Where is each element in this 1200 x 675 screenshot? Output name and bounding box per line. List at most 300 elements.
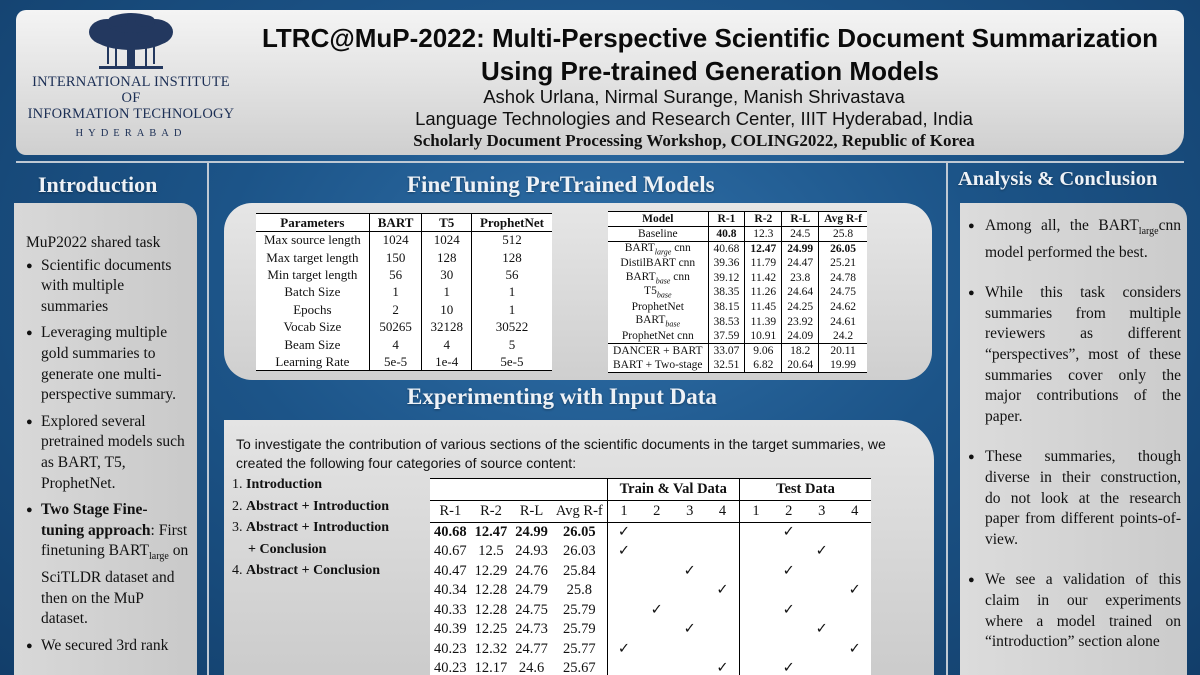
check-cell <box>805 601 838 621</box>
model-name-sub: base <box>656 290 672 300</box>
analysis-bullet-1-pre: Among all, the BART <box>985 217 1139 234</box>
metrics-group-header <box>430 479 607 501</box>
check-cell <box>673 542 706 562</box>
metric-header-cell: R-1 <box>430 501 471 523</box>
test-group-header: Test Data <box>739 479 871 501</box>
results-value-cell: 24.78 <box>819 270 867 285</box>
analysis-bullet-3: ● These summaries, though diverse in their construction, do not look at the research paper from different points-of-view. <box>968 447 1181 550</box>
analysis-bullet-1-post: cnn model performed the best. <box>985 217 1181 261</box>
results-row <box>608 270 867 285</box>
check-cell <box>706 562 739 582</box>
check-cell <box>805 523 838 543</box>
results-row <box>608 329 867 344</box>
check-cell <box>805 620 838 640</box>
check-cell <box>838 659 871 675</box>
analysis-bullet-4: ● We see a validation of this claim in our experiments where a model trained on “introduction” section alone <box>968 570 1181 652</box>
params-cell: 50265 <box>369 318 422 335</box>
right-column-divider <box>946 163 948 675</box>
check-icon: ✓ <box>716 582 729 599</box>
check-cell <box>607 620 640 640</box>
params-row <box>256 353 552 370</box>
params-cell: 5e-5 <box>369 353 422 370</box>
params-header-cell: T5 <box>422 214 472 232</box>
check-cell <box>673 640 706 660</box>
experiment-row <box>430 542 871 562</box>
authors: Ashok Urlana, Nirmal Surange, Manish Shrivastava <box>483 86 905 107</box>
analysis-title: Analysis & Conclusion <box>958 168 1158 190</box>
results-row <box>608 358 867 373</box>
experiment-value-cell: 26.05 <box>562 524 596 540</box>
results-model-cell <box>608 227 708 242</box>
results-row <box>608 300 867 315</box>
analysis-bullet-list <box>968 216 1181 653</box>
check-cell <box>739 581 772 601</box>
check-cell <box>838 523 871 543</box>
source-category <box>232 474 389 496</box>
experiment-value-cell: 12.28 <box>474 601 508 618</box>
experiment-value-cell: 24.75 <box>515 601 548 618</box>
params-cell: 30522 <box>471 318 552 335</box>
source-category <box>232 560 389 582</box>
check-cell <box>838 640 871 660</box>
hyperparameters-table <box>256 213 552 371</box>
check-cell <box>805 542 838 562</box>
category-col-header: 2 <box>772 501 805 523</box>
source-category <box>232 496 389 518</box>
intro-bullet-4-post: on SciTLDR dataset and then on the MuP dataset. <box>41 542 189 628</box>
model-name: BART <box>635 314 666 327</box>
check-cell <box>772 659 805 675</box>
intro-bullet-3: ● Explored several pretrained models such as BART, T5, ProphetNet. <box>26 412 189 494</box>
check-cell <box>640 620 673 640</box>
results-model-cell <box>608 343 708 358</box>
model-name-suffix: cnn <box>670 270 690 283</box>
check-cell <box>739 542 772 562</box>
results-value-cell: 32.51 <box>708 358 745 373</box>
category-col-header: 3 <box>673 501 706 523</box>
check-cell <box>772 523 805 543</box>
params-cell: 1 <box>369 284 422 301</box>
check-cell <box>739 620 772 640</box>
results-header-cell: Avg R-f <box>819 212 867 227</box>
experimenting-intro: To investigate the contribution of various sections of the scientific documents in the target summaries, we created the following four categories of source content: <box>236 436 886 471</box>
intro-bullet-4-pre: : First finetuning BART <box>41 521 188 560</box>
title-line2: Using Pre-trained Generation Models <box>481 56 939 86</box>
results-value-cell: 23.92 <box>782 314 819 329</box>
check-cell <box>772 601 805 621</box>
results-model-cell <box>608 300 708 315</box>
results-value-cell: 11.39 <box>745 314 782 329</box>
title-line1: LTRC@MuP-2022: Multi-Perspective Scientific Document Summarization <box>261 23 1159 53</box>
model-name: ProphetNet cnn <box>621 329 694 342</box>
category-label: Abstract + Conclusion <box>246 563 380 578</box>
experiment-row <box>430 640 871 660</box>
experiment-value-cell: 40.67 <box>434 543 467 560</box>
check-cell <box>607 640 640 660</box>
analysis-panel <box>960 203 1187 675</box>
results-value-cell: 39.36 <box>708 256 745 271</box>
params-cell: 2 <box>369 301 422 318</box>
metric-header-cell: R-2 <box>471 501 512 523</box>
results-model-cell <box>608 256 708 271</box>
model-name: BART <box>624 241 655 254</box>
params-row <box>256 318 552 335</box>
results-value-cell: 24.61 <box>819 314 867 329</box>
analysis-bullet-2: ● While this task considers summaries from multiple reviewers as different “perspectives”, most of these summaries cover only the major contributions of the paper. <box>968 283 1181 427</box>
check-cell <box>706 542 739 562</box>
train-val-group-header: Train & Val Data <box>607 479 739 501</box>
check-icon: ✓ <box>848 640 861 657</box>
results-value-cell: 40.8 <box>708 227 745 242</box>
params-row <box>256 232 552 249</box>
results-value-cell: 25.21 <box>819 256 867 271</box>
results-row <box>608 343 867 358</box>
check-icon: ✓ <box>815 621 828 638</box>
results-value-cell: 11.79 <box>745 256 782 271</box>
params-cell: 10 <box>422 301 472 318</box>
params-row <box>256 284 552 301</box>
experiment-value-cell: 25.84 <box>562 562 596 579</box>
check-icon: ✓ <box>782 562 795 579</box>
results-value-cell: 24.2 <box>819 329 867 344</box>
check-icon: ✓ <box>782 524 795 540</box>
check-icon: ✓ <box>716 660 729 675</box>
category-number: 3. <box>232 520 246 535</box>
check-icon: ✓ <box>617 543 631 560</box>
experiment-value-cell: 12.29 <box>474 562 508 579</box>
intro-bullet-1: ● Scientific documents with multiple summaries <box>26 256 189 318</box>
category-label: + Conclusion <box>248 541 327 557</box>
params-cell: 56 <box>369 266 422 283</box>
left-column-divider <box>207 163 209 675</box>
category-col-header: 1 <box>607 501 640 523</box>
check-cell <box>805 581 838 601</box>
check-cell <box>772 581 805 601</box>
venue: Scholarly Document Processing Workshop, COLING2022, Republic of Korea <box>413 131 975 150</box>
check-cell <box>673 620 706 640</box>
results-header-cell: R-1 <box>708 212 745 227</box>
model-name-sub: base <box>665 319 681 329</box>
params-cell: Beam Size <box>284 336 341 352</box>
source-category <box>232 517 389 539</box>
check-cell <box>706 523 739 543</box>
experiment-value-cell: 12.28 <box>474 582 508 599</box>
check-icon: ✓ <box>683 562 696 579</box>
introduction-panel <box>14 203 197 675</box>
params-row <box>256 336 552 353</box>
experiment-row <box>430 659 871 675</box>
results-value-cell: 38.15 <box>708 300 745 315</box>
params-cell: 5e-5 <box>471 353 552 370</box>
params-cell: 512 <box>471 232 552 249</box>
results-value-cell: 24.64 <box>782 285 819 300</box>
check-cell <box>805 562 838 582</box>
results-value-cell: 39.12 <box>708 270 745 285</box>
category-col-header: 2 <box>640 501 673 523</box>
category-label: Introduction <box>246 477 322 492</box>
model-name: BART + Two-stage <box>613 359 703 372</box>
check-cell <box>673 601 706 621</box>
check-icon: ✓ <box>683 621 696 638</box>
check-cell <box>607 542 640 562</box>
params-cell: 150 <box>369 249 422 266</box>
experiment-value-cell: 12.5 <box>478 543 504 560</box>
experiment-value-cell: 25.8 <box>566 582 592 599</box>
check-cell <box>640 542 673 562</box>
check-cell <box>706 640 739 660</box>
check-cell <box>673 562 706 582</box>
check-cell <box>607 523 640 543</box>
params-cell: 1e-4 <box>422 353 472 370</box>
params-cell: 30 <box>422 266 472 283</box>
results-value-cell: 38.35 <box>708 285 745 300</box>
model-name-sub: base <box>655 275 671 285</box>
intro-bullet-2: ● Leveraging multiple gold summaries to generate one multi-perspective summary. <box>26 323 189 405</box>
results-value-cell: 9.06 <box>745 343 782 358</box>
results-value-cell: 11.42 <box>745 270 782 285</box>
category-number: 4. <box>232 563 246 578</box>
results-model-cell <box>608 285 708 300</box>
check-cell <box>640 659 673 675</box>
analysis-bullet-1 <box>968 216 1181 263</box>
results-value-cell: 24.47 <box>782 256 819 271</box>
experiment-value-cell: 40.23 <box>434 660 467 675</box>
params-cell: 128 <box>471 249 552 266</box>
results-value-cell: 12.3 <box>745 227 782 242</box>
results-value-cell: 20.11 <box>819 343 867 358</box>
check-cell <box>772 620 805 640</box>
check-cell <box>838 620 871 640</box>
params-cell: 1 <box>471 301 552 318</box>
experiment-row <box>430 523 871 543</box>
experiment-value-cell: 24.73 <box>515 621 548 638</box>
check-cell <box>739 640 772 660</box>
logo-line2: INFORMATION TECHNOLOGY <box>27 106 235 122</box>
model-name-suffix: cnn <box>671 241 691 254</box>
intro-bullet-list <box>26 256 189 657</box>
params-header-cell: Parameters <box>256 214 369 232</box>
experiment-value-cell: 24.93 <box>515 543 548 560</box>
check-cell <box>640 581 673 601</box>
model-name: BART <box>625 270 656 283</box>
results-value-cell: 38.53 <box>708 314 745 329</box>
check-cell <box>640 523 673 543</box>
results-model-cell <box>608 270 708 285</box>
results-value-cell: 23.8 <box>782 270 819 285</box>
check-cell <box>673 523 706 543</box>
check-cell <box>739 659 772 675</box>
results-value-cell: 33.07 <box>708 343 745 358</box>
check-cell <box>739 601 772 621</box>
params-cell: 4 <box>422 336 472 353</box>
experiment-row <box>430 601 871 621</box>
params-header-cell: BART <box>369 214 422 232</box>
check-cell <box>838 601 871 621</box>
poster-title <box>224 22 1196 88</box>
experiment-value-cell: 25.79 <box>562 601 596 618</box>
category-col-header: 4 <box>706 501 739 523</box>
check-cell <box>607 562 640 582</box>
check-icon: ✓ <box>815 543 828 560</box>
params-cell: 1024 <box>422 232 472 249</box>
model-results-table <box>608 211 867 373</box>
check-cell <box>838 581 871 601</box>
params-cell: Vocab Size <box>283 319 342 335</box>
results-row <box>608 285 867 300</box>
intro-bullet-5: ● We secured 3rd rank <box>26 636 189 657</box>
check-cell <box>739 523 772 543</box>
check-cell <box>772 562 805 582</box>
params-row <box>256 266 552 283</box>
check-icon: ✓ <box>782 601 795 618</box>
params-row <box>256 249 552 266</box>
intro-bullet-4-sub: large <box>149 551 169 563</box>
results-value-cell: 26.05 <box>819 241 867 256</box>
experiment-value-cell: 26.03 <box>562 543 596 560</box>
params-cell: Max source length <box>264 232 361 248</box>
results-value-cell: 6.82 <box>745 358 782 373</box>
params-cell: Max target length <box>266 249 359 265</box>
params-cell: Batch Size <box>284 284 341 300</box>
intro-lead: MuP2022 shared task <box>26 234 161 251</box>
results-header-cell: R-2 <box>745 212 782 227</box>
check-cell <box>607 659 640 675</box>
results-model-cell <box>608 329 708 344</box>
results-value-cell: 40.68 <box>708 241 745 256</box>
results-value-cell: 20.64 <box>782 358 819 373</box>
results-row <box>608 314 867 329</box>
check-cell <box>805 659 838 675</box>
input-data-results-table <box>430 478 871 675</box>
results-value-cell: 24.09 <box>782 329 819 344</box>
params-cell: 5 <box>471 336 552 353</box>
params-cell: 128 <box>422 249 472 266</box>
check-cell <box>838 542 871 562</box>
experiment-value-cell: 12.17 <box>474 660 508 675</box>
experiment-value-cell: 40.68 <box>434 524 467 540</box>
experiment-value-cell: 12.32 <box>474 640 508 657</box>
check-cell <box>640 562 673 582</box>
category-col-header: 4 <box>838 501 871 523</box>
results-header-cell: R-L <box>782 212 819 227</box>
introduction-title: Introduction <box>38 172 158 197</box>
logo-line1: INTERNATIONAL INSTITUTE OF <box>32 74 230 106</box>
params-row <box>256 301 552 318</box>
intro-bullet-4-bold: Two Stage Fine-tuning approach <box>41 501 151 539</box>
experiment-value-cell: 40.23 <box>434 640 467 657</box>
model-name: DANCER + BART <box>613 345 703 357</box>
experiment-value-cell: 40.39 <box>434 621 467 638</box>
experiment-row <box>430 620 871 640</box>
params-cell: Min target length <box>267 266 358 282</box>
check-icon: ✓ <box>617 524 631 540</box>
logo-line3: HYDERABAD <box>75 128 187 139</box>
results-value-cell: 25.8 <box>819 227 867 242</box>
experiment-value-cell: 24.6 <box>518 660 545 675</box>
source-category <box>232 539 389 561</box>
banyan-tree-icon <box>85 12 177 74</box>
results-value-cell: 18.2 <box>782 343 819 358</box>
results-value-cell: 24.75 <box>819 285 867 300</box>
results-value-cell: 24.5 <box>782 227 819 242</box>
experiment-value-cell: 12.25 <box>474 621 508 638</box>
params-cell: 4 <box>369 336 422 353</box>
experiment-value-cell: 40.34 <box>434 582 467 599</box>
affiliation: Language Technologies and Research Center, IIIT Hyderabad, India <box>415 108 973 129</box>
check-icon: ✓ <box>782 660 795 675</box>
results-value-cell: 37.59 <box>708 329 745 344</box>
results-value-cell: 24.25 <box>782 300 819 315</box>
experiment-value-cell: 40.47 <box>434 562 467 579</box>
experiment-value-cell: 24.77 <box>515 640 548 657</box>
params-cell: Learning Rate <box>256 353 369 370</box>
check-icon: ✓ <box>617 640 631 657</box>
category-label: Abstract + Introduction <box>246 520 390 535</box>
metric-header-cell: Avg R-f <box>552 501 607 523</box>
experiment-value-cell: 40.33 <box>434 601 467 618</box>
check-cell <box>607 601 640 621</box>
source-categories-list <box>232 474 389 582</box>
model-name: Baseline <box>637 227 678 240</box>
results-row <box>608 227 867 242</box>
experiment-value-cell: 25.77 <box>562 640 596 657</box>
check-cell <box>805 640 838 660</box>
finetuning-title: FineTuning PreTrained Models <box>407 172 715 197</box>
experimenting-title: Experimenting with Input Data <box>407 384 717 409</box>
check-cell <box>739 562 772 582</box>
model-name: ProphetNet <box>631 300 684 313</box>
check-cell <box>673 581 706 601</box>
results-value-cell: 24.99 <box>782 241 819 256</box>
category-number: 2. <box>232 498 246 514</box>
results-value-cell: 10.91 <box>745 329 782 344</box>
params-header-cell: ProphetNet <box>471 214 552 232</box>
check-icon: ✓ <box>650 601 663 618</box>
params-cell: 56 <box>471 266 552 283</box>
results-value-cell: 24.62 <box>819 300 867 315</box>
experiment-row <box>430 562 871 582</box>
params-cell: 1 <box>422 284 472 301</box>
model-name: DistilBART cnn <box>620 257 696 270</box>
header-divider <box>16 161 1184 163</box>
check-cell <box>640 601 673 621</box>
check-cell <box>706 601 739 621</box>
check-cell <box>706 659 739 675</box>
model-name-sub: large <box>654 246 672 256</box>
experiment-value-cell: 24.76 <box>515 562 548 579</box>
check-cell <box>607 581 640 601</box>
results-model-cell <box>608 241 708 256</box>
check-cell <box>706 581 739 601</box>
experiment-value-cell: 24.99 <box>515 524 548 540</box>
category-label: Abstract + Introduction <box>246 498 390 514</box>
experiment-value-cell: 12.47 <box>474 524 508 540</box>
results-value-cell: 19.99 <box>819 358 867 373</box>
params-cell: 1 <box>471 284 552 301</box>
check-icon: ✓ <box>848 582 861 599</box>
results-row <box>608 256 867 271</box>
results-value-cell: 12.47 <box>745 241 782 256</box>
check-cell <box>838 562 871 582</box>
results-model-cell <box>608 314 708 329</box>
category-col-header: 3 <box>805 501 838 523</box>
check-cell <box>673 659 706 675</box>
check-cell <box>772 640 805 660</box>
check-cell <box>772 542 805 562</box>
model-name: T5 <box>644 285 657 298</box>
category-col-header: 1 <box>739 501 772 523</box>
results-header-cell: Model <box>608 212 708 227</box>
